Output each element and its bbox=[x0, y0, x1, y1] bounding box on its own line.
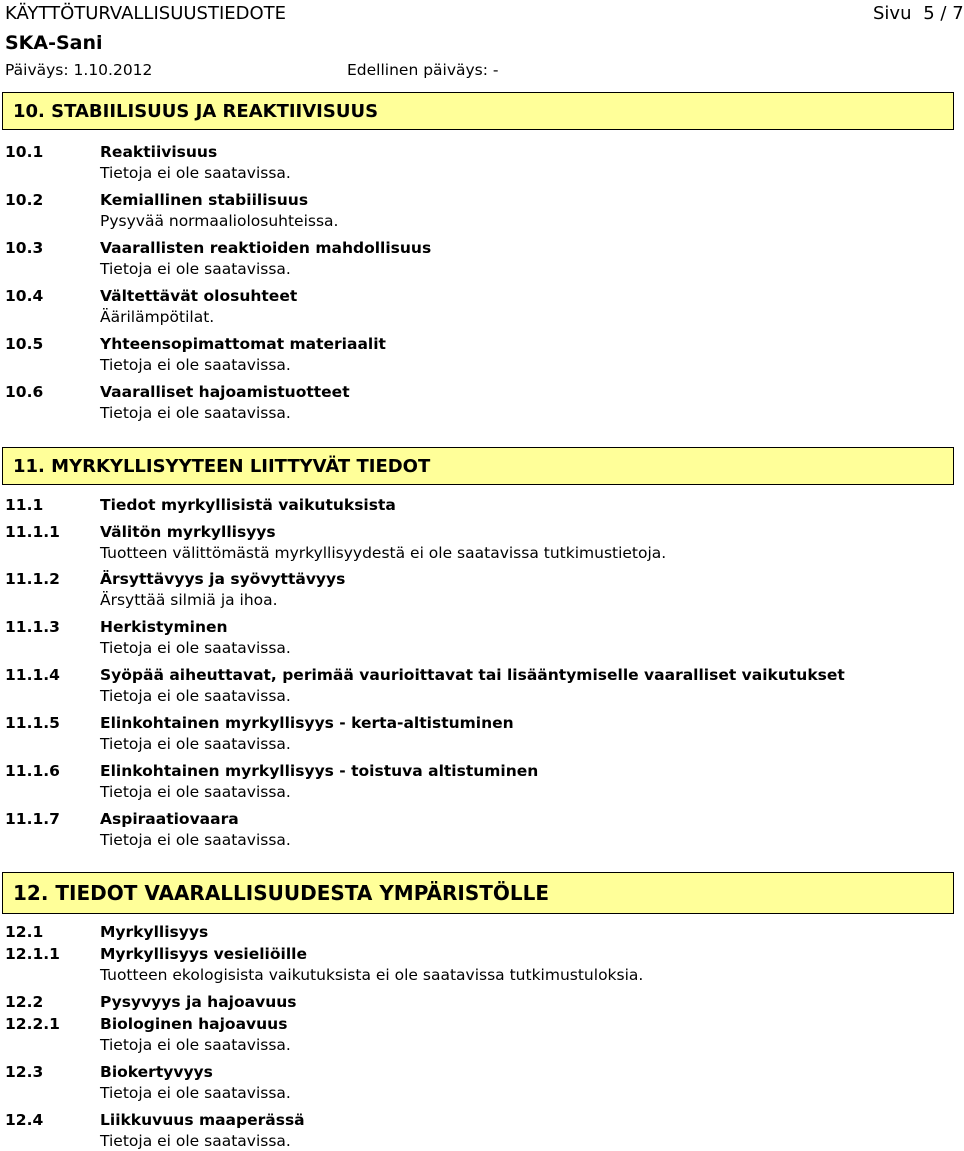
page-indicator bbox=[873, 3, 964, 24]
item-number: 11.1.7 bbox=[5, 810, 60, 828]
item-title: Pysyvyys ja hajoavuus bbox=[100, 993, 297, 1011]
item-text: Tietoja ei ole saatavissa. bbox=[100, 164, 291, 182]
item-text: Tietoja ei ole saatavissa. bbox=[100, 404, 291, 422]
item-text: Tuotteen välittömästä myrkyllisyydestä ei ole saatavissa tutkimustietoja. bbox=[100, 544, 667, 562]
item-number: 12.1.1 bbox=[5, 945, 60, 963]
item-text: Tietoja ei ole saatavissa. bbox=[100, 1132, 291, 1150]
product-name: SKA-Sani bbox=[5, 32, 103, 54]
subsection-title: Tiedot myrkyllisistä vaikutuksista bbox=[100, 496, 396, 514]
page-total: 7 bbox=[952, 3, 964, 24]
section-12-header bbox=[2, 872, 954, 914]
item-text: Ärsyttää silmiä ja ihoa. bbox=[100, 591, 278, 609]
item-title: Myrkyllisyys vesieliöille bbox=[100, 945, 307, 963]
item-number: 10.1 bbox=[5, 143, 44, 161]
item-title: Liikkuvuus maaperässä bbox=[100, 1111, 305, 1129]
item-text: Tietoja ei ole saatavissa. bbox=[100, 735, 291, 753]
page-label: Sivu bbox=[873, 3, 912, 24]
section-10-title: 10. STABIILISUUS JA REAKTIIVISUUS bbox=[13, 101, 379, 122]
item-number: 12.2 bbox=[5, 993, 44, 1011]
item-title: Kemiallinen stabiilisuus bbox=[100, 191, 309, 209]
page-separator: / bbox=[940, 3, 947, 24]
item-title: Biokertyvyys bbox=[100, 1063, 213, 1081]
item-text: Tietoja ei ole saatavissa. bbox=[100, 1084, 291, 1102]
item-title: Herkistyminen bbox=[100, 618, 228, 636]
item-number: 10.3 bbox=[5, 239, 44, 257]
item-title: Myrkyllisyys bbox=[100, 923, 209, 941]
item-number: 10.5 bbox=[5, 335, 44, 353]
item-number: 11.1.3 bbox=[5, 618, 60, 636]
item-text: Tietoja ei ole saatavissa. bbox=[100, 1036, 291, 1054]
item-text: Tietoja ei ole saatavissa. bbox=[100, 260, 291, 278]
section-11-header bbox=[2, 447, 954, 485]
item-text: Tietoja ei ole saatavissa. bbox=[100, 356, 291, 374]
item-title: Vältettävät olosuhteet bbox=[100, 287, 298, 305]
item-text: Tietoja ei ole saatavissa. bbox=[100, 783, 291, 801]
section-12-title: 12. TIEDOT VAARALLISUUDESTA YMPÄRISTÖLLE bbox=[13, 881, 550, 905]
item-title: Vaarallisten reaktioiden mahdollisuus bbox=[100, 239, 432, 257]
item-title: Ärsyttävyys ja syövyttävyys bbox=[100, 570, 346, 588]
item-number: 12.1 bbox=[5, 923, 44, 941]
item-title: Syöpää aiheuttavat, perimää vaurioittavat tai lisääntymiselle vaaralliset vaikutukset bbox=[100, 666, 845, 684]
item-title: Vaaralliset hajoamistuotteet bbox=[100, 383, 350, 401]
item-title: Välitön myrkyllisyys bbox=[100, 523, 276, 541]
item-text: Tietoja ei ole saatavissa. bbox=[100, 687, 291, 705]
item-text: Tietoja ei ole saatavissa. bbox=[100, 831, 291, 849]
item-text: Tietoja ei ole saatavissa. bbox=[100, 639, 291, 657]
item-number: 12.3 bbox=[5, 1063, 44, 1081]
item-number: 11.1.4 bbox=[5, 666, 60, 684]
item-title: Elinkohtainen myrkyllisyys - toistuva altistuminen bbox=[100, 762, 539, 780]
item-number: 11.1.6 bbox=[5, 762, 60, 780]
item-number: 11.1.5 bbox=[5, 714, 60, 732]
section-10-header bbox=[2, 92, 954, 130]
page-number: 5 bbox=[923, 3, 935, 24]
item-number: 12.2.1 bbox=[5, 1015, 60, 1033]
item-number: 10.6 bbox=[5, 383, 44, 401]
item-number: 10.4 bbox=[5, 287, 44, 305]
item-title: Elinkohtainen myrkyllisyys - kerta-altistuminen bbox=[100, 714, 514, 732]
item-title: Yhteensopimattomat materiaalit bbox=[100, 335, 386, 353]
item-title: Aspiraatiovaara bbox=[100, 810, 239, 828]
previous-date: Edellinen päiväys: - bbox=[347, 61, 499, 79]
section-11-title: 11. MYRKYLLISYYTEEN LIITTYVÄT TIEDOT bbox=[13, 456, 431, 477]
item-text: Äärilämpötilat. bbox=[100, 308, 215, 326]
item-number: 12.4 bbox=[5, 1111, 44, 1129]
item-title: Biologinen hajoavuus bbox=[100, 1015, 288, 1033]
subsection-number: 11.1 bbox=[5, 496, 44, 514]
item-text: Tuotteen ekologisista vaikutuksista ei ole saatavissa tutkimustuloksia. bbox=[100, 966, 644, 984]
item-title: Reaktiivisuus bbox=[100, 143, 218, 161]
item-number: 10.2 bbox=[5, 191, 44, 209]
document-title: KÄYTTÖTURVALLISUUSTIEDOTE bbox=[5, 3, 287, 24]
item-number: 11.1.1 bbox=[5, 523, 60, 541]
document-date: Päiväys: 1.10.2012 bbox=[5, 61, 153, 79]
item-number: 11.1.2 bbox=[5, 570, 60, 588]
item-text: Pysyvää normaaliolosuhteissa. bbox=[100, 212, 339, 230]
